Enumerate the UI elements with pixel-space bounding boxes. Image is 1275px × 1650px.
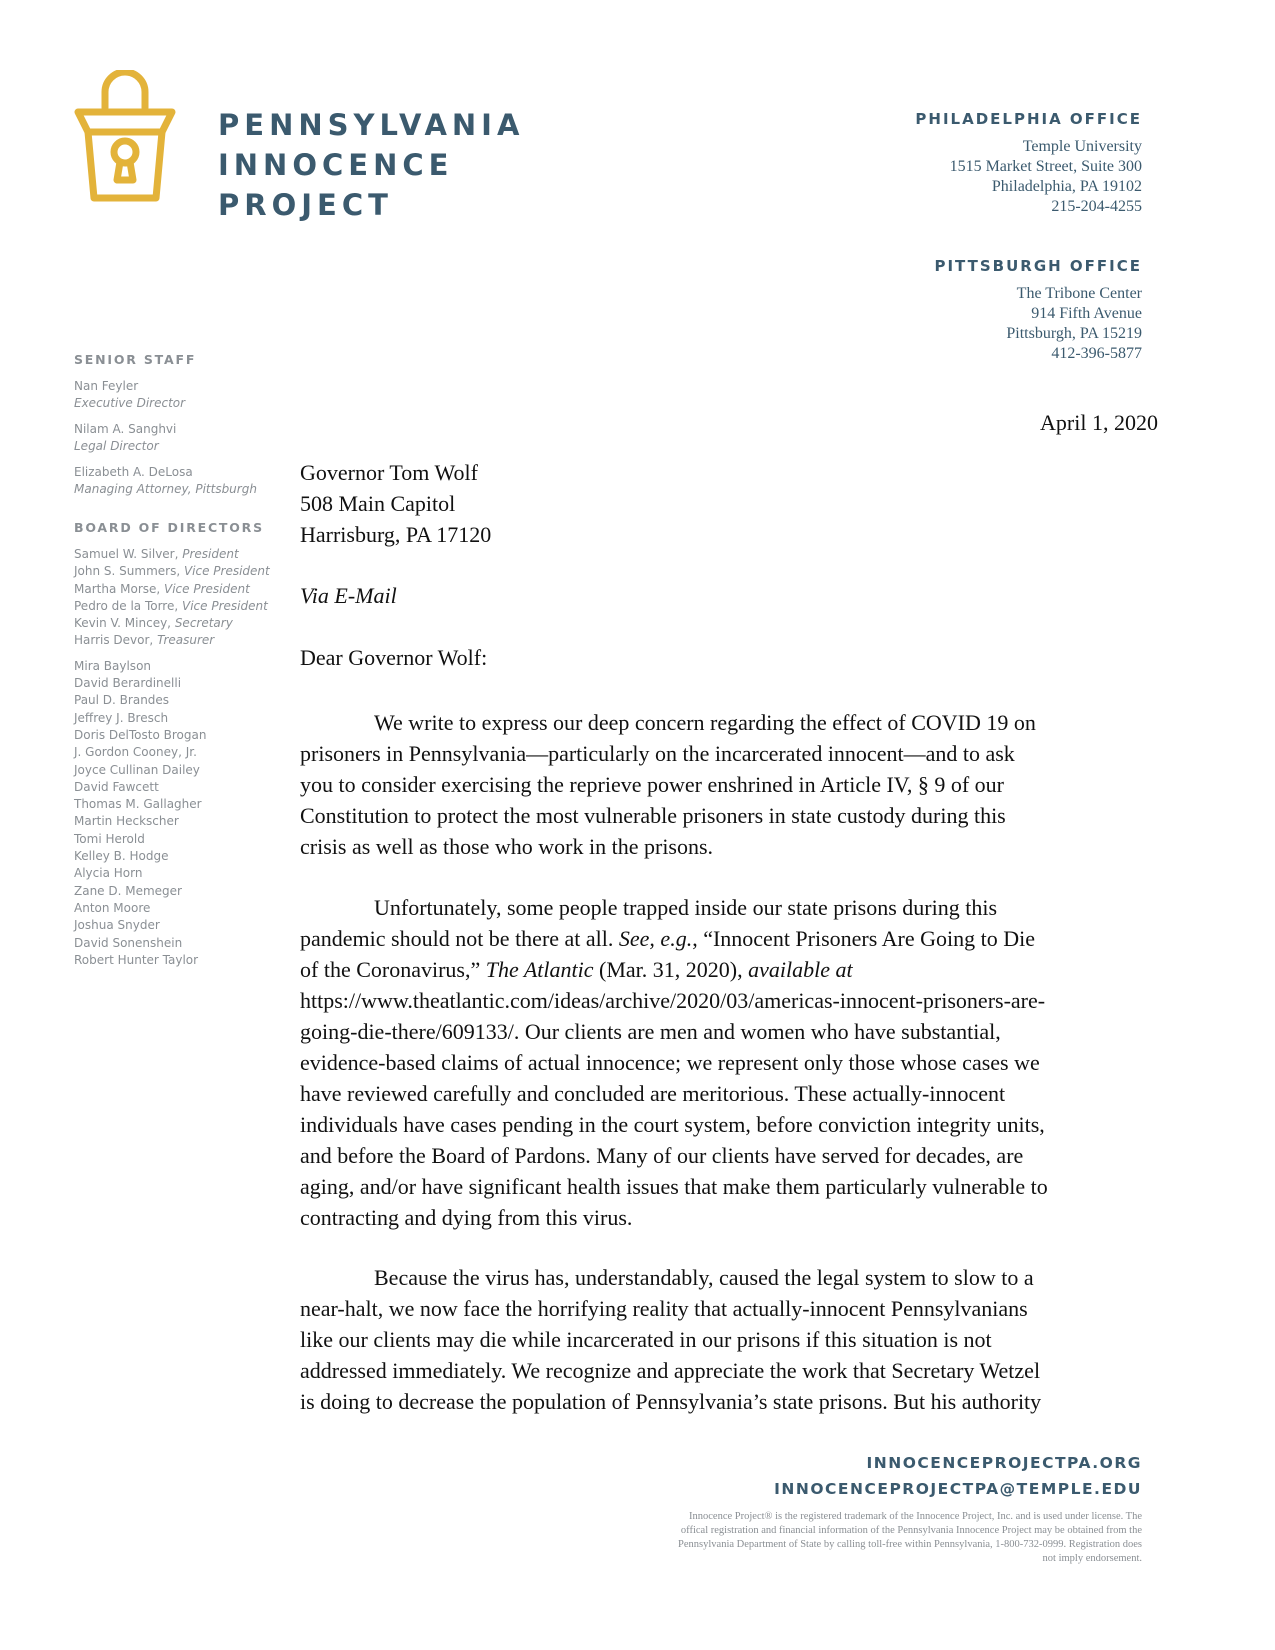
office-address-line: Temple University — [1022, 138, 1142, 155]
paragraph-1 — [300, 707, 1160, 862]
board-officer-role: Vice President — [182, 598, 268, 613]
board-member: Joshua Snyder — [74, 918, 160, 933]
text-line: We write to express our deep concern regarding the effect of COVID 19 on — [374, 710, 1036, 735]
text-run: , “Innocent Prisoners Are Going to Die — [692, 926, 1035, 951]
recipient-line: 508 Main Capitol — [300, 491, 456, 516]
board-officer — [74, 598, 284, 615]
board-member: Paul D. Brandes — [74, 693, 170, 708]
board-officer-name: Kevin V. Mincey, — [74, 616, 175, 631]
text-line: like our clients may die while incarcerated in our prisons if this situation is not — [300, 1327, 992, 1352]
office-phone: 215-204-4255 — [1051, 198, 1142, 215]
staff-role: Managing Attorney, Pittsburgh — [74, 482, 257, 496]
article-url: https://www.theatlantic.com/ideas/archive/2020/03/americas-innocent-prisoners-are- — [300, 988, 1046, 1013]
staff-member — [74, 421, 284, 455]
office-heading: PITTSBURGH OFFICE — [934, 257, 1142, 275]
staff-sidebar — [74, 352, 284, 969]
org-name-line: PROJECT — [218, 188, 393, 222]
text-line: have reviewed carefully and concluded are meritorious. These actually-innocent — [300, 1081, 1006, 1106]
board-officer-name: Harris Devor, — [74, 633, 158, 648]
staff-role: Legal Director — [74, 439, 159, 453]
text-run: (Mar. 31, 2020), — [593, 957, 749, 982]
board-officer-role: Treasurer — [157, 633, 215, 648]
text-line: evidence-based claims of actual innocence; we represent only those whose cases we — [300, 1050, 1040, 1075]
org-name-line: INNOCENCE — [218, 148, 454, 182]
board-officer-role: Vice President — [164, 581, 250, 596]
board-member: Mira Baylson — [74, 658, 152, 673]
website-link[interactable]: INNOCENCEPROJECTPA.ORG — [866, 1454, 1142, 1472]
staff-member — [74, 464, 284, 498]
padlock-keystone-icon — [70, 70, 180, 205]
board-member: David Berardinelli — [74, 676, 182, 691]
org-name-line: PENNSYLVANIA — [218, 108, 525, 142]
board-member: Zane D. Memeger — [74, 883, 182, 898]
board-members — [74, 658, 284, 969]
text-line: is doing to decrease the population of Pennsylvania’s state prisons. But his authority — [300, 1389, 1042, 1414]
delivery-method: Via E-Mail — [300, 583, 397, 608]
board-member: Robert Hunter Taylor — [74, 952, 199, 967]
citation-signal: See, e.g. — [618, 926, 693, 951]
board-officer-name: Martha Morse, — [74, 581, 165, 596]
philadelphia-office — [915, 110, 1142, 217]
publication-title: The Atlantic — [485, 957, 594, 982]
board-member: David Sonenshein — [74, 935, 183, 950]
office-heading: PHILADELPHIA OFFICE — [915, 110, 1142, 128]
text-line: addressed immediately. We recognize and appreciate the work that Secretary Wetzel — [300, 1358, 1041, 1383]
text-line: going-die-there/609133/. Our clients are men and women who have substantial, — [300, 1019, 1001, 1044]
text-line: contracting and dying from this virus. — [300, 1205, 633, 1230]
staff-member — [74, 378, 284, 412]
text-line: aging, and/or have significant health issues that make them particularly vulnerable to — [300, 1174, 1048, 1199]
board-member: Thomas M. Gallagher — [74, 797, 202, 812]
org-name — [218, 105, 524, 225]
text-line: Because the virus has, understandably, caused the legal system to slow to a — [374, 1265, 1034, 1290]
board-officer-name: Samuel W. Silver, — [74, 547, 183, 561]
text-line: near-halt, we now face the horrifying reality that actually-innocent Pennsylvanians — [300, 1296, 1028, 1321]
citation-signal: available at — [748, 957, 853, 982]
office-phone: 412-396-5877 — [1051, 345, 1142, 362]
salutation: Dear Governor Wolf: — [300, 645, 488, 670]
board-officer — [74, 546, 284, 563]
org-logo — [70, 70, 180, 205]
email-link[interactable]: INNOCENCEPROJECTPA@TEMPLE.EDU — [774, 1480, 1142, 1498]
board-member: Jeffrey J. Bresch — [74, 710, 169, 725]
staff-name: Elizabeth A. DeLosa — [74, 465, 193, 479]
board-member: Tomi Herold — [74, 831, 145, 846]
paragraph-2 — [300, 892, 1160, 1233]
staff-name: Nan Feyler — [74, 379, 139, 393]
text-line: individuals have cases pending in the court system, before conviction integrity units, — [300, 1112, 1045, 1137]
text-run: of the Coronavirus,” — [300, 957, 486, 982]
footer-contact — [774, 1450, 1142, 1502]
board-member: Anton Moore — [74, 900, 151, 915]
board-officer — [74, 563, 284, 580]
office-address-line: Philadelphia, PA 19102 — [991, 178, 1142, 195]
board-heading: BOARD OF DIRECTORS — [74, 520, 264, 535]
board-member: Martin Heckscher — [74, 814, 179, 829]
recipient-line: Governor Tom Wolf — [300, 460, 478, 485]
board-officer-role: Secretary — [174, 616, 233, 631]
board-member: J. Gordon Cooney, Jr. — [74, 745, 197, 760]
office-address-line: Pittsburgh, PA 15219 — [1006, 325, 1142, 342]
office-address-line: 914 Fifth Avenue — [1031, 305, 1142, 322]
board-officer-role: President — [182, 547, 239, 561]
board-officer-name: Pedro de la Torre, — [74, 598, 182, 613]
text-line: prisoners in Pennsylvania—particularly on the incarcerated innocent—and to ask — [300, 741, 1015, 766]
pittsburgh-office — [934, 257, 1142, 364]
text-line: crisis as well as those who work in the prisons. — [300, 834, 714, 859]
text-line: you to consider exercising the reprieve power enshrined in Article IV, § 9 of our — [300, 772, 1004, 797]
text-line: Unfortunately, some people trapped inside our state prisons during this — [374, 895, 998, 920]
text-line: Constitution to protect the most vulnerable prisoners in state custody during this — [300, 803, 1006, 828]
staff-name: Nilam A. Sanghvi — [74, 422, 177, 436]
office-address-line: The Tribone Center — [1016, 285, 1142, 302]
board-officer — [74, 615, 284, 632]
legal-disclaimer: Innocence Project® is the registered trademark of the Innocence Project, Inc. and is used under license. The offical registration and financial information of the Pennsylvania Innocence Project may be obtained from the Pennsylvania Department of State by calling toll-free within Pennsylvania, 1-800-732-0999. Registration does not imply endorsement. — [678, 1511, 1142, 1564]
board-officer — [74, 581, 284, 598]
board-officer-role: Vice President — [183, 564, 270, 579]
senior-staff-heading: SENIOR STAFF — [74, 352, 197, 367]
board-member: Alycia Horn — [74, 866, 143, 881]
text-line — [300, 954, 1160, 985]
text-line — [300, 923, 1160, 954]
board-officers — [74, 546, 284, 650]
office-address-line: 1515 Market Street, Suite 300 — [949, 158, 1142, 175]
text-line: and before the Board of Pardons. Many of our clients have served for decades, are — [300, 1143, 1024, 1168]
board-officer-name: John S. Summers, — [74, 564, 184, 579]
recipient-address — [300, 457, 491, 550]
board-member: Kelley B. Hodge — [74, 849, 169, 864]
board-officer — [74, 632, 284, 649]
letter-date: April 1, 2020 — [1040, 410, 1158, 435]
board-member: Joyce Cullinan Dailey — [74, 762, 200, 777]
paragraph-3 — [300, 1262, 1160, 1417]
board-member: David Fawcett — [74, 779, 159, 794]
board-member: Doris DelTosto Brogan — [74, 727, 207, 742]
staff-role: Executive Director — [74, 396, 186, 410]
recipient-line: Harrisburg, PA 17120 — [300, 522, 492, 547]
text-run: pandemic should not be there at all. — [300, 926, 619, 951]
